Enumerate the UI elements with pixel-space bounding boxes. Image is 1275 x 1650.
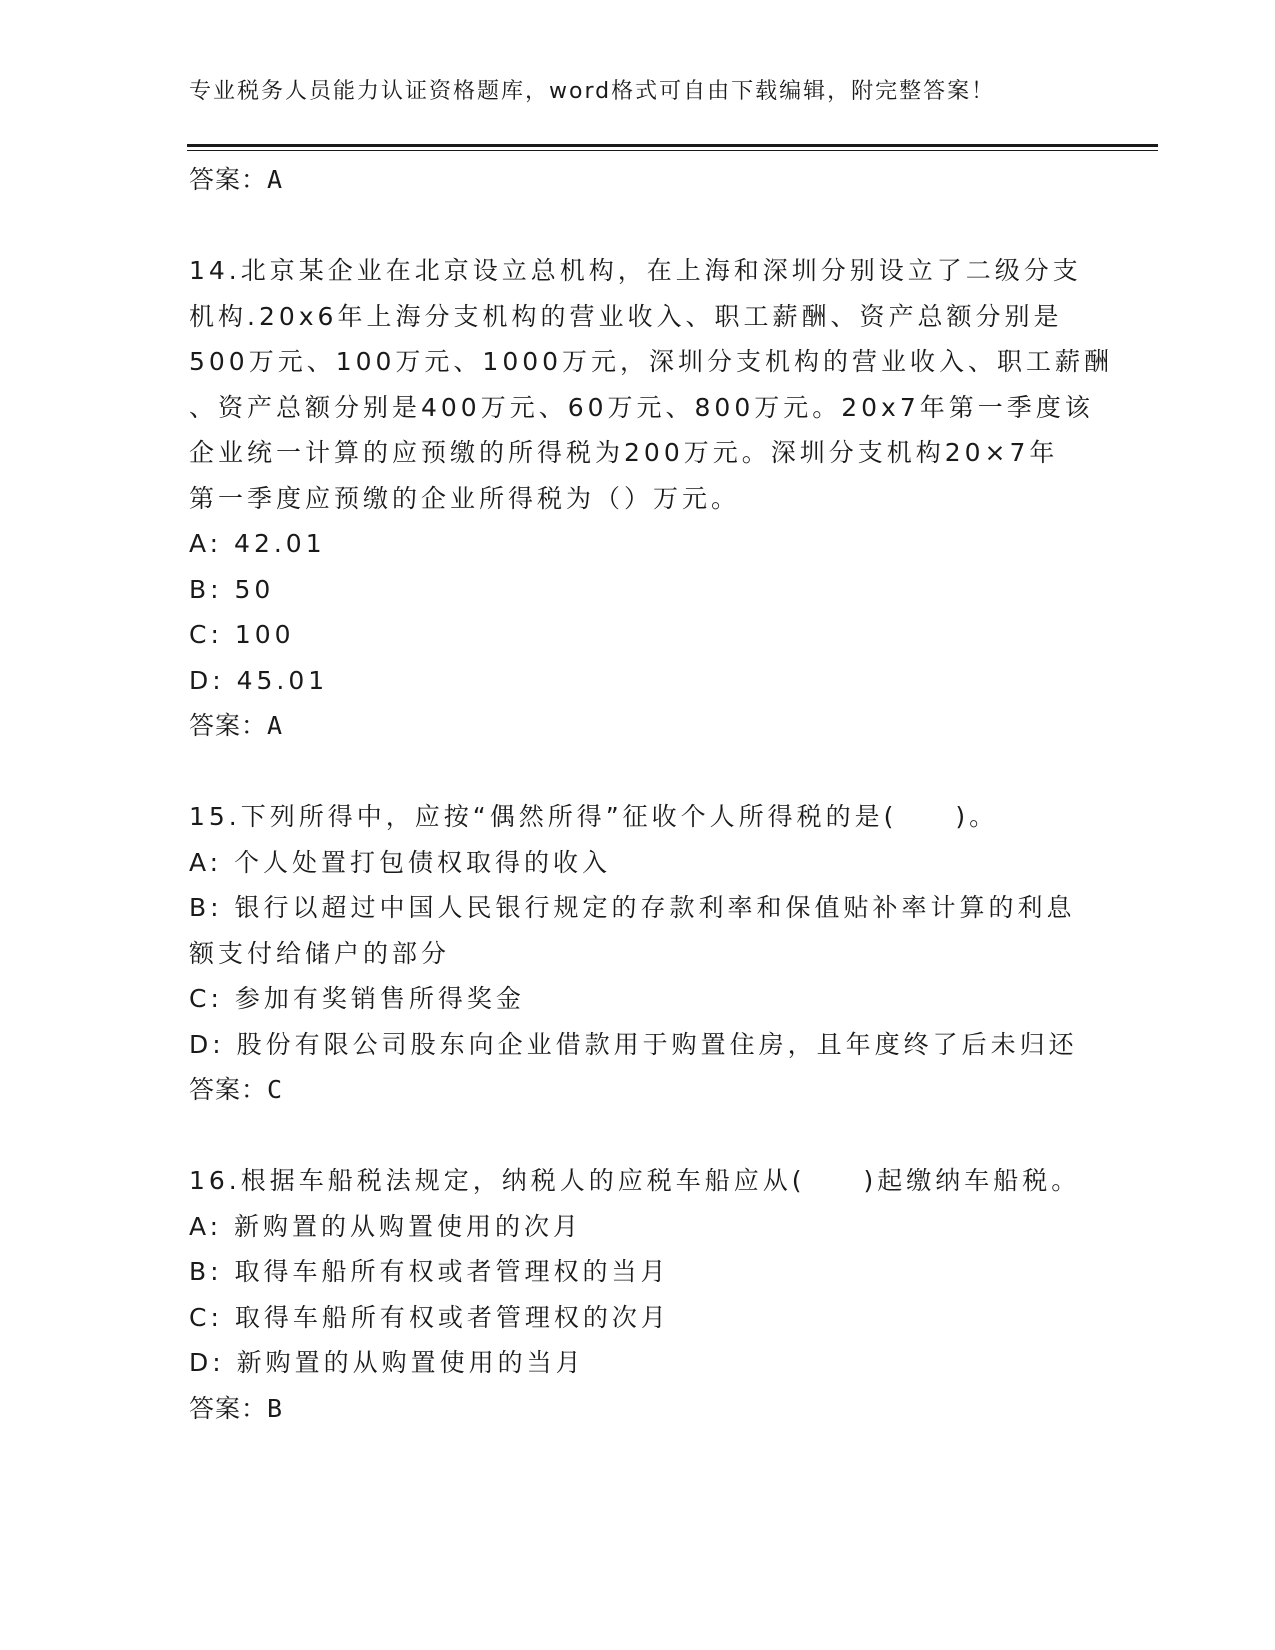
option-b: B: 50 — [189, 574, 275, 604]
answer-previous: 答案：A — [189, 165, 284, 194]
document-body — [189, 157, 1114, 1431]
option-a: A: 个人处置打包债权取得的收入 — [189, 847, 612, 877]
header-rule-thick — [187, 144, 1158, 147]
question-14 — [189, 248, 1114, 749]
answer-14: 答案：A — [189, 711, 284, 740]
question-text-line: 16.根据车船税法规定，纳税人的应税车船应从( )起缴纳车船税。 — [189, 1166, 1081, 1195]
spacer — [189, 203, 1089, 249]
question-text-line: 第一季度应预缴的企业所得税为（）万元。 — [189, 483, 741, 513]
question-text-line: 15.下列所得中，应按“偶然所得”征收个人所得税的是( )。 — [189, 802, 999, 831]
option-c: C: 参加有奖销售所得奖金 — [189, 984, 525, 1013]
question-text-line: 机构.20x6年上海分支机构的营业收入、职工薪酬、资产总额分别是 — [189, 301, 1063, 331]
answer-16: 答案：B — [189, 1393, 284, 1423]
option-b-continued: 额支付给储户的部分 — [189, 938, 451, 968]
option-c: C: 取得车船所有权或者管理权的次月 — [189, 1302, 670, 1332]
option-b: B: 银行以超过中国人民银行规定的存款利率和保值贴补率计算的利息 — [189, 893, 1076, 922]
page-header: 专业税务人员能力认证资格题库，word格式可自由下载编辑，附完整答案！ — [189, 79, 996, 104]
spacer — [189, 749, 1089, 795]
header-rule-thin — [187, 150, 1158, 151]
option-d: D: 新购置的从购置使用的当月 — [189, 1348, 585, 1377]
option-c: C: 100 — [189, 620, 295, 649]
option-a: A: 新购置的从购置使用的次月 — [189, 1211, 583, 1241]
question-15 — [189, 794, 1089, 1113]
question-text-line: 500万元、100万元、1000万元，深圳分支机构的营业收入、职工薪酬 — [189, 347, 1114, 376]
question-text-line: 、资产总额分别是400万元、60万元、800万元。20x7年第一季度该 — [189, 392, 1094, 422]
option-d: D: 股份有限公司股东向企业借款用于购置住房，且年度终了后未归还 — [189, 1029, 1078, 1059]
option-b: B: 取得车船所有权或者管理权的当月 — [189, 1257, 670, 1286]
question-16 — [189, 1158, 1089, 1431]
option-d: D: 45.01 — [189, 665, 329, 695]
question-text-line: 14.北京某企业在北京设立总机构，在上海和深圳分别设立了二级分支 — [189, 256, 1082, 285]
option-a: A: 42.01 — [189, 529, 326, 558]
spacer — [189, 1113, 1089, 1159]
question-text-line: 企业统一计算的应预缴的所得税为200万元。深圳分支机构20×7年 — [189, 438, 1059, 467]
answer-15: 答案：C — [189, 1075, 284, 1104]
